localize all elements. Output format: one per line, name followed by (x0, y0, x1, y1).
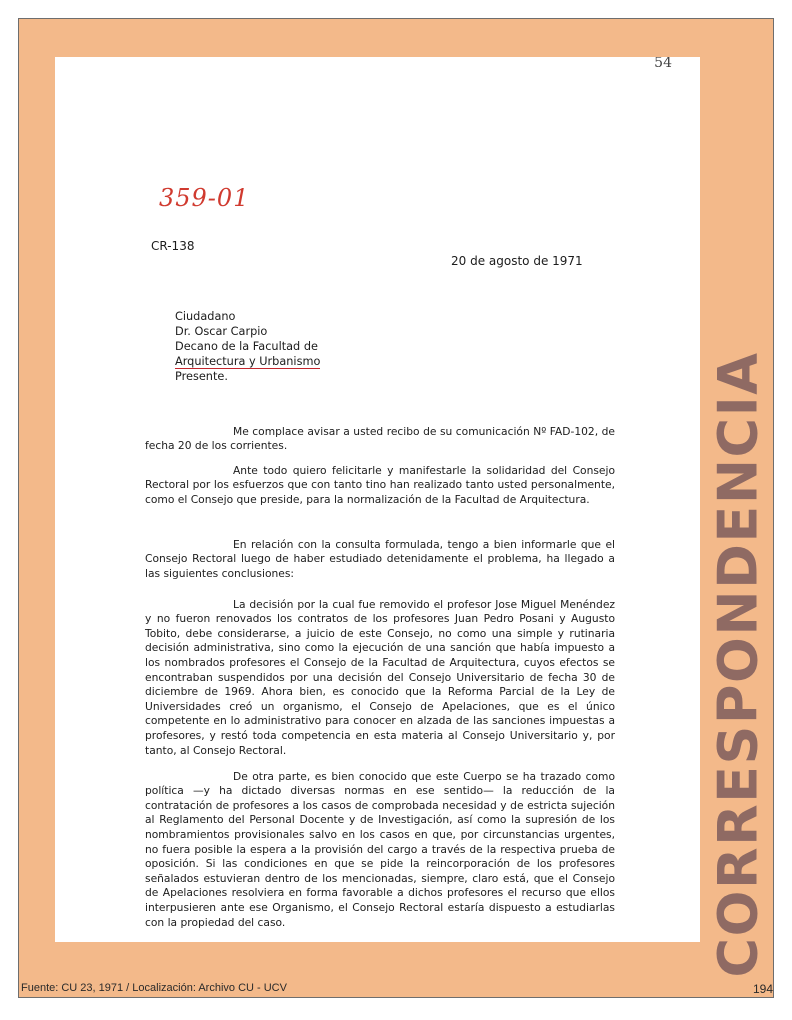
addressee-line-underlined: Arquitectura y Urbanismo (175, 355, 321, 368)
section-title-text: CORRESPONDENCIA (706, 351, 770, 978)
page-number: 194 (753, 982, 774, 996)
addressee-line: Decano de la Facultad de (175, 340, 318, 353)
handwritten-page-number: 54 (654, 57, 672, 71)
source-caption: Fuente: CU 23, 1971 / Localización: Archivo CU - UCV (21, 982, 287, 994)
letter-paragraph: La decisión por la cual fue removido el profesor Jose Miguel Menéndez y no fueron renovados los contratos de los profesores Juan Pedro Posani y Augusto Tobito, debe considerarse, a juicio de este Consejo, no como una simple y rutinaria decisión administrativa, sino como la ejecución de una sanción que había impuesto a los nombrados profesores el Consejo de la Facultad de Arquitectura, cuyos efectos se encontraban suspendidos por una decisión del Consejo Universitario de fecha 30 de diciembre de 1969. Ahora bien, es conocido que la Reforma Parcial de la Ley de Universidades creó un organismo, el Consejo de Apelaciones, que es el único competente en lo administrativo para conocer en alzada de las sanciones impuestas a profesores, y restó toda competencia en esta materia al Consejo Universitario y, por tanto, al Consejo Rectoral. (145, 597, 615, 757)
page-frame (18, 18, 774, 998)
letter-content (55, 57, 700, 942)
handwritten-file-number: 359-01 (159, 184, 250, 212)
addressee-line: Ciudadano (175, 310, 236, 323)
addressee-line: Dr. Oscar Carpio (175, 325, 268, 338)
letter-date: 20 de agosto de 1971 (451, 254, 583, 268)
letter-paragraph: De otra parte, es bien conocido que este Cuerpo se ha trazado como política —y ha dictado diversas normas en ese sentido— la reducción de la contratación de profesores a los casos de comprobada necesidad y de estricta sujeción al Reglamento del Personal Docente y de Investigación, así como la supresión de los nombramientos provisionales salvo en los casos en que, por circunstancias urgentes, no fuera posible la espera a la provisión del cargo a través de la respectiva prueba de oposición. Si las condiciones en que se pide la reincorporación de los profesores señalados estuvieran dentro de los mencionadas, siempre, claro está, que el Consejo de Apelaciones resolviera en forma favorable a dichos profesores el recurso que ellos interpusieren ante ese Organismo, el Consejo Rectoral estaría dispuesto a estudiarlas con la propiedad del caso. (145, 769, 615, 929)
addressee-block (175, 309, 320, 384)
letter-paragraph: Ante todo quiero felicitarle y manifestarle la solidaridad del Consejo Rectoral por los esfuerzos que con tanto tino han realizado tanto usted personalmente, como el Consejo que preside, para la normalización de la Facultad de Arquitectura. (145, 463, 615, 506)
addressee-line: Presente. (175, 370, 228, 383)
letter-paragraph: En relación con la consulta formulada, tengo a bien informarle que el Consejo Rectoral luego de haber estudiado detenidamente el problema, ha llegado a las siguientes conclusiones: (145, 537, 615, 580)
section-title (702, 351, 774, 978)
reference-code: CR-138 (151, 239, 195, 253)
letter-paragraph: Me complace avisar a usted recibo de su comunicación Nº FAD-102, de fecha 20 de los corrientes. (145, 424, 615, 453)
scanned-letter (55, 57, 700, 942)
addressee-line (175, 354, 320, 369)
